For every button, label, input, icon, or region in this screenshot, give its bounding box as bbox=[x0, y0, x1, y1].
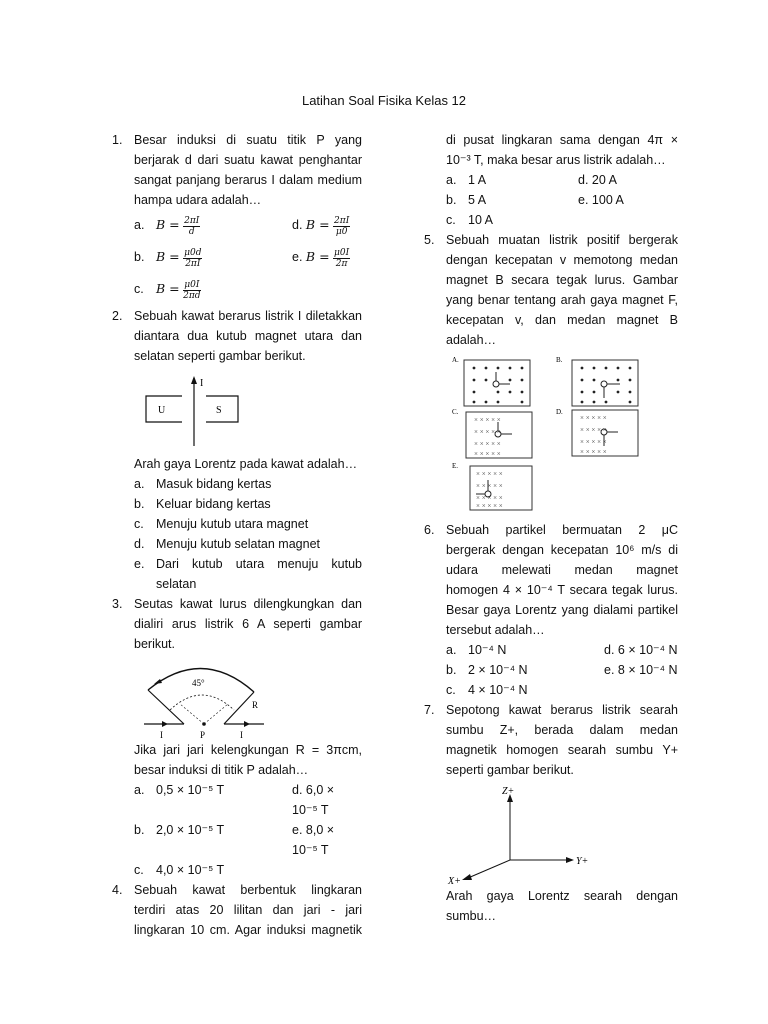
page-title: Latihan Soal Fisika Kelas 12 bbox=[301, 93, 467, 108]
svg-text:× × × × ×: × × × × × bbox=[476, 494, 503, 502]
svg-text:× × × × ×: × × × × × bbox=[476, 502, 503, 510]
north-pole-label: U bbox=[158, 405, 166, 416]
svg-text:I: I bbox=[160, 730, 163, 740]
current-arrow-icon bbox=[191, 376, 197, 384]
south-pole-block bbox=[206, 396, 238, 422]
svg-text:I: I bbox=[240, 730, 243, 740]
question-4: 4. Sebuah kawat berbentuk lingkaran terdiri atas 20 lilitan dan jari - jari lingkaran 10 cm. Agar induksi magnetik bbox=[112, 883, 362, 937]
panel-b bbox=[556, 356, 638, 406]
question-5: 5. Sebuah muatan listrik positif bergerak dengan kecepatan v memotong medan magnet B secara tegak lurus. Gambar yang benar tentang arah gaya magnet F, kecepatan v, dan medan magnet B adalah… A. B. C. × × × × × × × × × × × × × × × × × × × × D. × × × × × × × × × × × × × × × × × × × × E. × × × × × × × × × × × × × × × × × × × × bbox=[424, 230, 678, 514]
q1-options-row-2: b. B = $\frac{\mu 0d}{2\pi I}$ e. B = $\frac{\mu 0I}{2\pi}$ bbox=[134, 247, 350, 269]
panel-e bbox=[452, 462, 532, 510]
current-label: I bbox=[200, 378, 204, 389]
arrow-right-icon bbox=[244, 721, 250, 727]
question-2: 2. Sebuah kawat berarus listrik I diletakkan diantara dua kutub magnet utara dan selatan seperti gambar berikut. I U S Arah gaya Lorentz pada kawat adalah… a. Masuk bidang kertas b. Keluar bidang kertas c. Menuju kutub utara magnet d. Menuju kutub selatan magnet e. Dari kutub utara menuju kutub selatan bbox=[112, 309, 362, 591]
question-7: 7. Sepotong kawat berarus listrik searah sumbu Z+, berada dalam medan magnetik homogen searah sumbu Y+ seperti gambar berikut. Z+ Y+ X+ Arah gaya Lorentz searah dengan sumbu… bbox=[424, 703, 678, 923]
svg-text:R: R bbox=[252, 700, 259, 710]
svg-text:× × × × ×: × × × × × bbox=[474, 440, 501, 448]
panel-c bbox=[452, 408, 532, 458]
svg-text:Y+: Y+ bbox=[576, 856, 589, 867]
svg-text:× × × × ×: × × × × × bbox=[474, 450, 501, 458]
wire-diag-right bbox=[224, 692, 254, 724]
magnet-wire-figure bbox=[142, 370, 252, 450]
svg-text:× × × × ×: × × × × × bbox=[476, 482, 503, 490]
fraction: $\frac{\mu 0d}{2\pi I}$ bbox=[184, 247, 202, 269]
svg-text:× × × × ×: × × × × × bbox=[580, 438, 607, 446]
fraction: $\frac{2\pi I}{d}$ bbox=[184, 215, 200, 237]
panel-a bbox=[452, 356, 530, 406]
svg-text:45°: 45° bbox=[192, 678, 205, 688]
left-column bbox=[112, 130, 362, 940]
svg-text:× × × × ×: × × × × × bbox=[580, 414, 607, 422]
question-3: 3. Seutas kawat lurus dilengkungkan dan dialiri arus listrik 6 A seperti gambar berikut. 45° R P I I Jika jari jari kelengkungan R = 3πcm, besar induksi di titik P adalah… a. 0,5 × 10⁻⁵ T d. 6,0 × 10⁻⁵ T b. 2,0 × 10⁻⁵ T e. 8,0 × 10⁻⁵ T c. 4,0 × 10⁻⁵ T bbox=[112, 597, 362, 877]
question-4-continued: di pusat lingkaran sama dengan 4π × 10⁻³ T, maka besar arus listrik adalah… a. 1 A d. 20 A b. 5 A e. 100 A c. 10 A bbox=[446, 133, 678, 227]
fraction: $\frac{\mu 0I}{2\pi}$ bbox=[334, 247, 350, 269]
svg-text:× × × × ×: × × × × × bbox=[474, 428, 501, 436]
question-6: 6. Sebuah partikel bermuatan 2 μC bergerak dengan kecepatan 10⁶ m/s di udara melewati medan magnet homogen 4 × 10⁻⁴ T secara tegak lurus. Besar gaya Lorentz yang dialami partikel tersebut adalah… a. 10⁻⁴ N d. 6 × 10⁻⁴ N b. 2 × 10⁻⁴ N e. 8 × 10⁻⁴ N c. 4 × 10⁻⁴ N bbox=[424, 523, 678, 697]
axes-figure bbox=[446, 784, 606, 886]
x-axis bbox=[468, 860, 510, 878]
wire-diag-left bbox=[148, 690, 184, 724]
svg-text:× × × × ×: × × × × × bbox=[476, 470, 503, 478]
svg-text:P: P bbox=[200, 730, 206, 740]
angle-arc bbox=[170, 695, 234, 710]
svg-text:× × × × ×: × × × × × bbox=[580, 448, 607, 456]
fraction: $\frac{2\pi I}{\mu 0}$ bbox=[334, 215, 350, 237]
fraction: $\frac{\mu 0I}{2\pi d}$ bbox=[183, 279, 201, 301]
question-1: 1. Besar induksi di suatu titik P yang berjarak d dari suatu kawat penghantar sangat panjang berarus I dalam medium hampa udara adalah… a. B = $\frac{2\pi I}{d}$ d. B = $\frac{2\pi I}{\mu 0}$ b. B = $\frac{\mu 0d}{2\pi I}$ e. B = $\frac{\mu 0I}{2\pi}$ c. B = $\frac{\mu 0I}{2\pi d}$ bbox=[112, 130, 362, 306]
svg-text:Z+: Z+ bbox=[502, 786, 515, 797]
panel-d bbox=[556, 408, 638, 456]
curved-wire-figure bbox=[140, 656, 270, 740]
svg-text:× × × × ×: × × × × × bbox=[580, 426, 607, 434]
right-column bbox=[424, 130, 678, 926]
svg-text:D.: D. bbox=[556, 408, 563, 416]
svg-text:X+: X+ bbox=[448, 876, 461, 886]
field-panels-figure bbox=[452, 354, 652, 514]
svg-text:A.: A. bbox=[452, 356, 459, 364]
point-p bbox=[202, 722, 206, 726]
arrow-icon bbox=[154, 679, 162, 684]
q1-options-row-3: c. B = $\frac{\mu 0I}{2\pi d}$ bbox=[134, 279, 201, 301]
south-pole-label: S bbox=[216, 405, 222, 416]
svg-text:E.: E. bbox=[452, 462, 459, 470]
arrow-right-icon bbox=[162, 721, 168, 727]
svg-text:× × × × ×: × × × × × bbox=[474, 416, 501, 424]
svg-text:B.: B. bbox=[556, 356, 563, 364]
arrow-right-icon bbox=[566, 857, 574, 863]
arrow-down-left-icon bbox=[462, 874, 472, 880]
q1-options-row-1: a. B = $\frac{2\pi I}{d}$ d. B = $\frac{2\pi I}{\mu 0}$ bbox=[134, 215, 350, 237]
svg-text:C.: C. bbox=[452, 408, 459, 416]
